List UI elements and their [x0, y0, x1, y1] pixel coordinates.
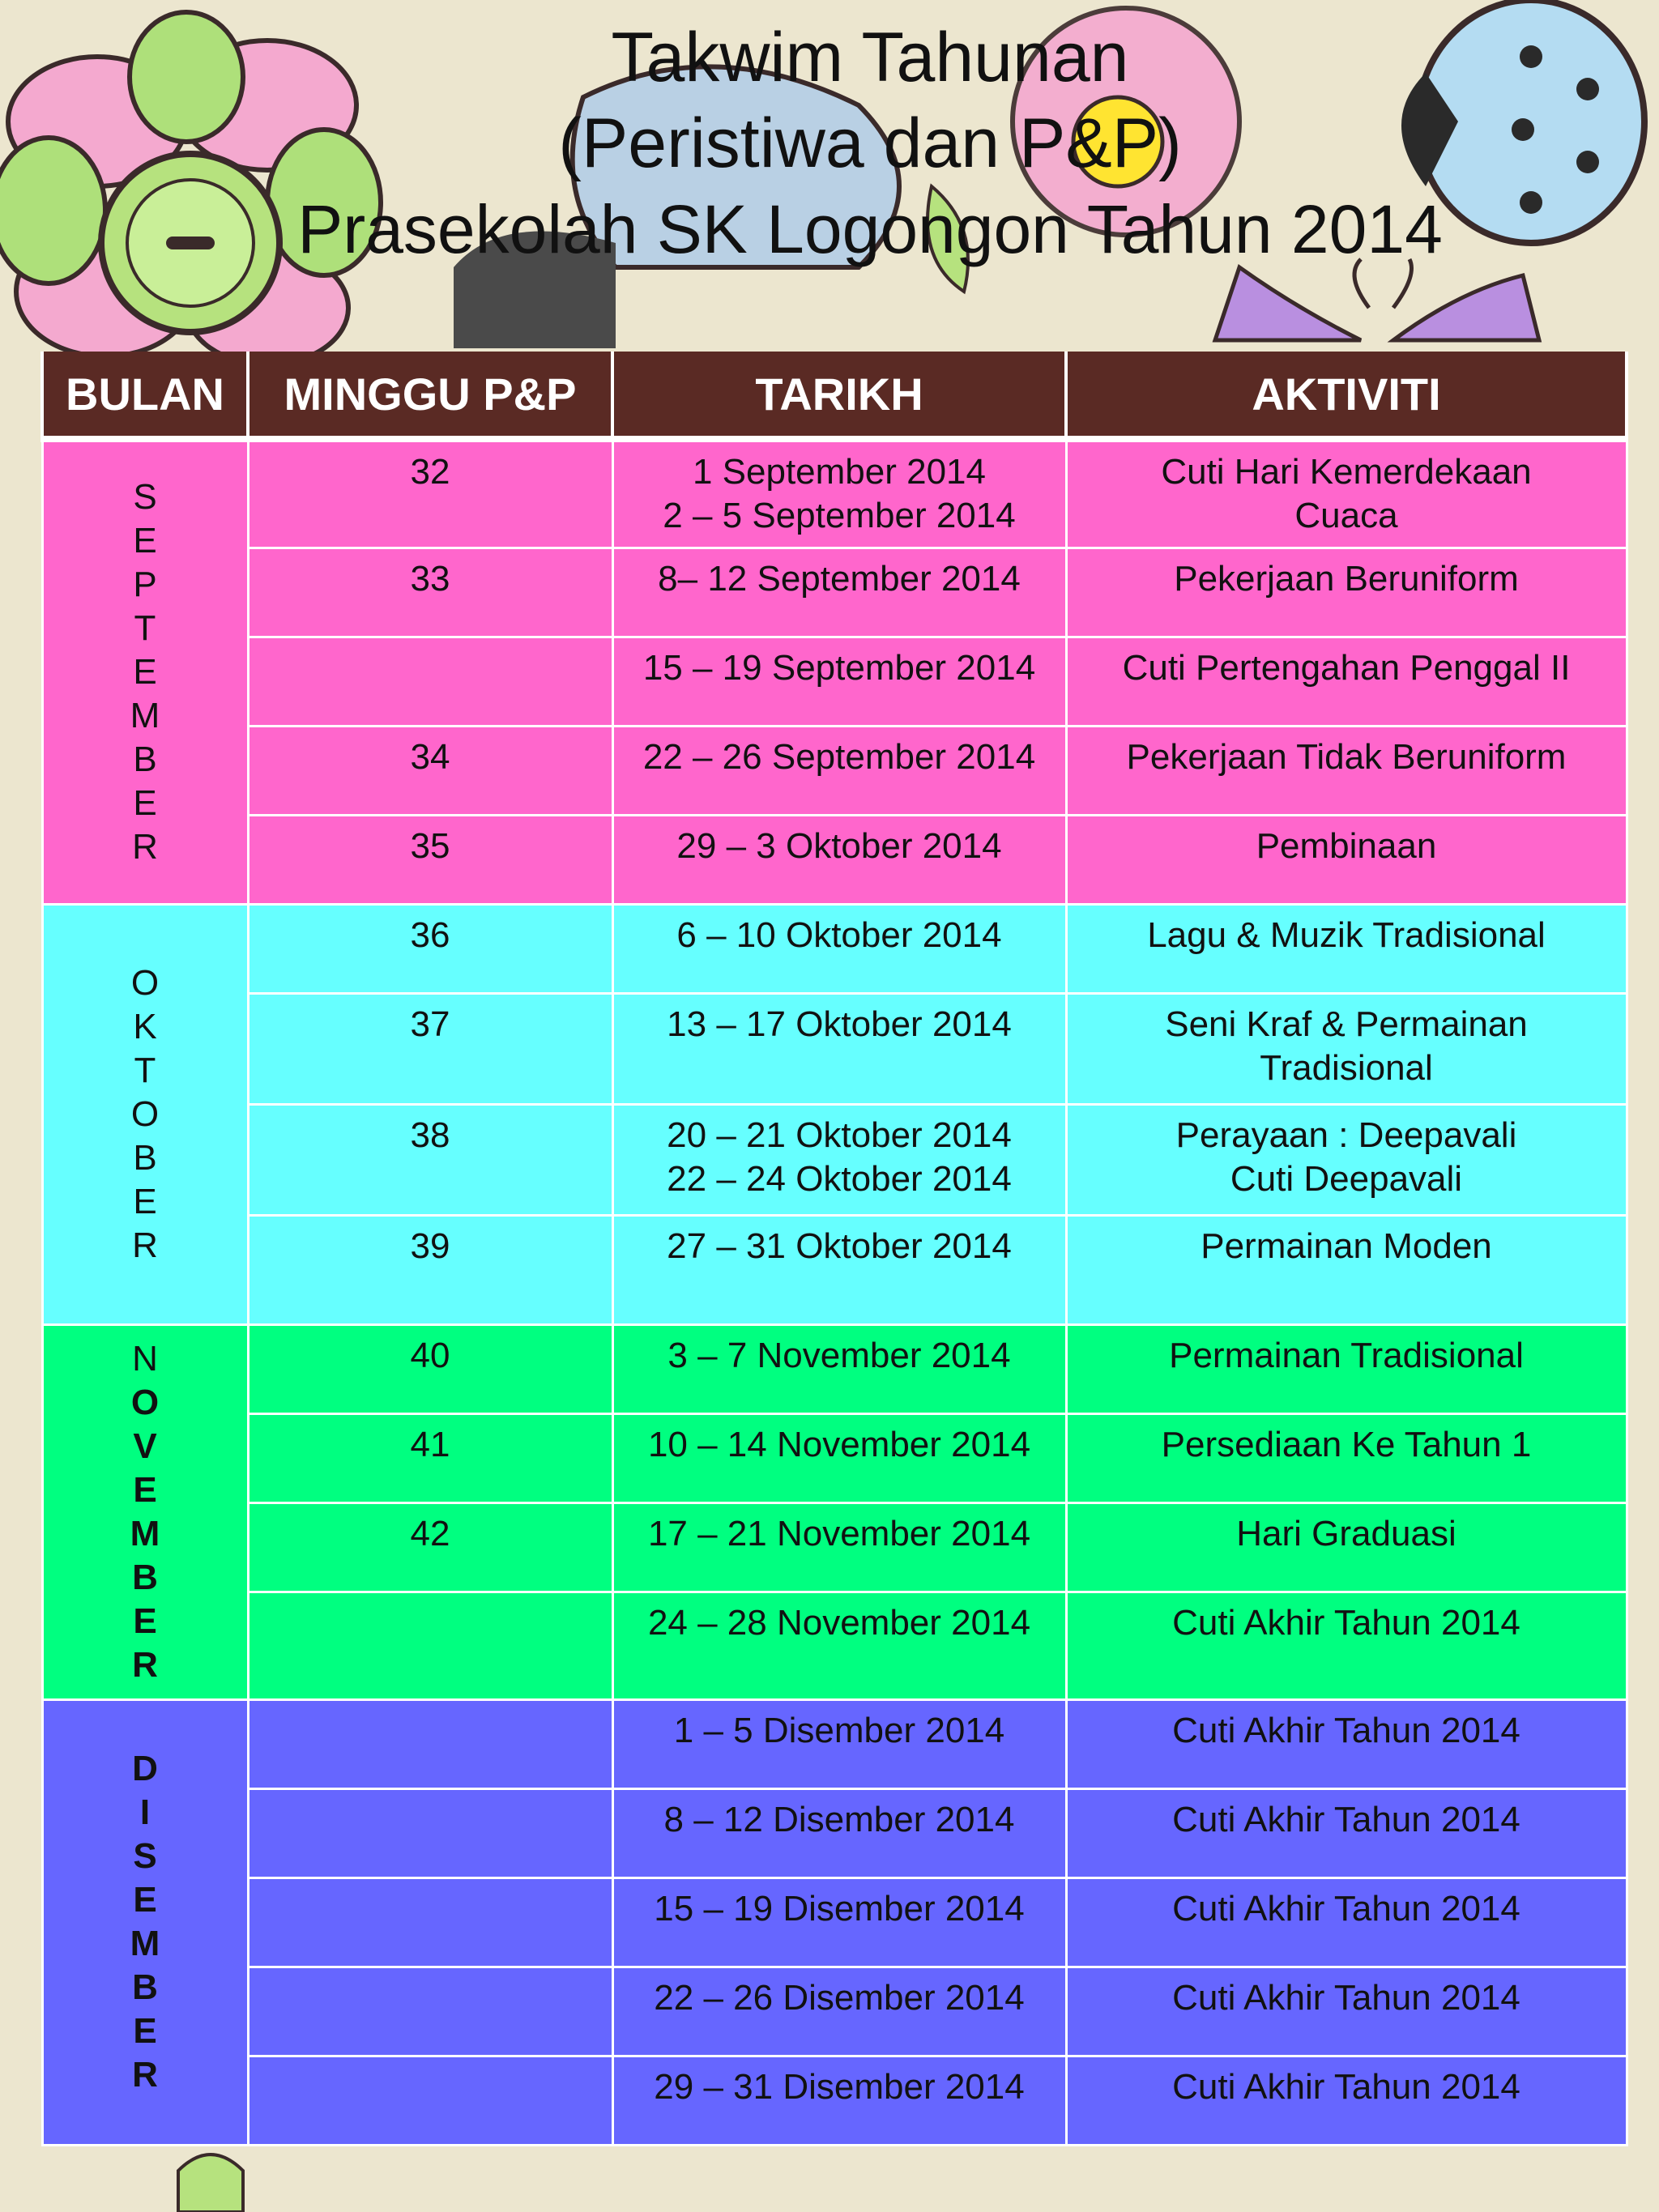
table-row [42, 993, 1627, 1104]
tarikh-cell: 3 – 7 November 2014 [612, 1324, 1066, 1413]
minggu-cell: 35 [248, 815, 612, 904]
month-cell-oktober [42, 904, 248, 1324]
table-row [42, 726, 1627, 815]
tarikh-cell: 10 – 14 November 2014 [612, 1413, 1066, 1502]
aktiviti-cell: Cuti Akhir Tahun 2014 [1066, 1699, 1627, 1788]
minggu-cell [248, 1788, 612, 1877]
calendar-table [41, 352, 1628, 2146]
month-label-rest: O V E M B E R [130, 1382, 160, 1685]
minggu-cell [248, 637, 612, 726]
header-aktiviti: AKTIVITI [1066, 352, 1627, 439]
minggu-cell: 40 [248, 1324, 612, 1413]
title-line-3: Prasekolah SK Logongon Tahun 2014 [297, 191, 1443, 267]
minggu-cell [248, 1967, 612, 2056]
month-cell-disember [42, 1699, 248, 2145]
title-line-2: (Peristiwa dan P&P) [558, 104, 1182, 182]
header-minggu: MINGGU P&P [248, 352, 612, 439]
tarikh-cell: 1 – 5 Disember 2014 [612, 1699, 1066, 1788]
table-row [42, 1104, 1627, 1215]
page-title [0, 15, 1659, 272]
tarikh-cell: 29 – 3 Oktober 2014 [612, 815, 1066, 904]
table-row [42, 1324, 1627, 1413]
minggu-cell: 38 [248, 1104, 612, 1215]
table-row [42, 1877, 1627, 1967]
table-row [42, 1592, 1627, 1699]
tarikh-cell: 29 – 31 Disember 2014 [612, 2056, 1066, 2145]
minggu-cell: 33 [248, 548, 612, 637]
aktiviti-cell: Seni Kraf & Permainan Tradisional [1066, 993, 1627, 1104]
minggu-cell: 36 [248, 904, 612, 993]
table-row [42, 815, 1627, 904]
tarikh-cell: 24 – 28 November 2014 [612, 1592, 1066, 1699]
aktiviti-cell: Cuti Pertengahan Penggal II [1066, 637, 1627, 726]
month-label: O K T O B E R [130, 962, 160, 1265]
table-row [42, 637, 1627, 726]
flower-icon [178, 2154, 243, 2212]
aktiviti-cell: Cuti Akhir Tahun 2014 [1066, 1967, 1627, 2056]
minggu-cell: 39 [248, 1215, 612, 1324]
minggu-cell: 34 [248, 726, 612, 815]
aktiviti-cell: Persediaan Ke Tahun 1 [1066, 1413, 1627, 1502]
month-label-first: N [132, 1338, 158, 1379]
table-row [42, 1788, 1627, 1877]
aktiviti-cell: Pekerjaan Tidak Beruniform [1066, 726, 1627, 815]
month-label: S E P T E M B E R [130, 477, 160, 867]
tarikh-cell: 20 – 21 Oktober 2014 22 – 24 Oktober 2014 [612, 1104, 1066, 1215]
aktiviti-cell: Pekerjaan Beruniform [1066, 548, 1627, 637]
aktiviti-cell: Cuti Akhir Tahun 2014 [1066, 1877, 1627, 1967]
aktiviti-cell: Lagu & Muzik Tradisional [1066, 904, 1627, 993]
aktiviti-cell: Cuti Akhir Tahun 2014 [1066, 2056, 1627, 2145]
month-cell-september [42, 439, 248, 904]
tarikh-cell: 8– 12 September 2014 [612, 548, 1066, 637]
table-row [42, 1215, 1627, 1324]
table-row [42, 439, 1627, 548]
table-row [42, 1502, 1627, 1592]
minggu-cell: 32 [248, 439, 612, 548]
tarikh-cell: 22 – 26 Disember 2014 [612, 1967, 1066, 2056]
header-bulan: BULAN [42, 352, 248, 439]
aktiviti-cell: Permainan Moden [1066, 1215, 1627, 1324]
aktiviti-cell: Pembinaan [1066, 815, 1627, 904]
tarikh-cell: 6 – 10 Oktober 2014 [612, 904, 1066, 993]
minggu-cell: 42 [248, 1502, 612, 1592]
table-row [42, 904, 1627, 993]
table-row [42, 2056, 1627, 2145]
aktiviti-cell: Permainan Tradisional [1066, 1324, 1627, 1413]
minggu-cell: 41 [248, 1413, 612, 1502]
tarikh-cell: 15 – 19 September 2014 [612, 637, 1066, 726]
tarikh-cell: 8 – 12 Disember 2014 [612, 1788, 1066, 1877]
table-header-row [42, 352, 1627, 439]
minggu-cell [248, 1877, 612, 1967]
tarikh-cell: 13 – 17 Oktober 2014 [612, 993, 1066, 1104]
minggu-cell [248, 2056, 612, 2145]
month-label: D I S E M B E R [130, 1749, 160, 2095]
minggu-cell [248, 1592, 612, 1699]
aktiviti-cell: Perayaan : Deepavali Cuti Deepavali [1066, 1104, 1627, 1215]
minggu-cell: 37 [248, 993, 612, 1104]
aktiviti-cell: Cuti Akhir Tahun 2014 [1066, 1592, 1627, 1699]
tarikh-cell: 17 – 21 November 2014 [612, 1502, 1066, 1592]
tarikh-cell: 27 – 31 Oktober 2014 [612, 1215, 1066, 1324]
table-row [42, 1967, 1627, 2056]
aktiviti-cell: Hari Graduasi [1066, 1502, 1627, 1592]
title-line-1: Takwim Tahunan [611, 19, 1129, 96]
month-cell-november [42, 1324, 248, 1699]
tarikh-cell: 22 – 26 September 2014 [612, 726, 1066, 815]
table-row [42, 548, 1627, 637]
table-row [42, 1699, 1627, 1788]
aktiviti-cell: Cuti Hari Kemerdekaan Cuaca [1066, 439, 1627, 548]
aktiviti-cell: Cuti Akhir Tahun 2014 [1066, 1788, 1627, 1877]
tarikh-cell: 15 – 19 Disember 2014 [612, 1877, 1066, 1967]
header-tarikh: TARIKH [612, 352, 1066, 439]
minggu-cell [248, 1699, 612, 1788]
tarikh-cell: 1 September 2014 2 – 5 September 2014 [612, 439, 1066, 548]
table-row [42, 1413, 1627, 1502]
